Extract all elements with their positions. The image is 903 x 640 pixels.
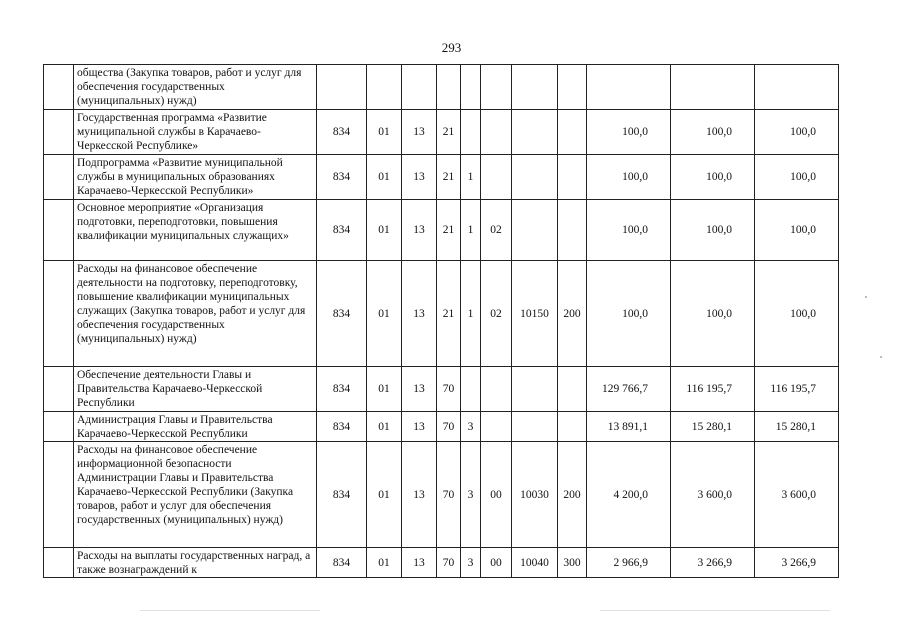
- amount-year-2-cell: 100,0: [671, 155, 755, 200]
- section-cell: 01: [367, 442, 402, 548]
- table-row: [44, 367, 839, 412]
- program-cell: 70: [437, 548, 461, 578]
- expense-type-cell: 200: [558, 442, 587, 548]
- expense-type-cell: 300: [558, 548, 587, 578]
- amount-year-3-cell: 100,0: [755, 200, 839, 261]
- section-cell: 01: [367, 200, 402, 261]
- amount-year-2-cell: 3 600,0: [671, 442, 755, 548]
- table-row: [44, 65, 839, 110]
- activity-cell: [481, 110, 512, 155]
- amount-year-1-cell: 13 891,1: [587, 412, 671, 442]
- blank-cell: [44, 155, 74, 200]
- amount-year-2-cell: 100,0: [671, 200, 755, 261]
- scan-artifact: [600, 610, 830, 611]
- program-cell: 21: [437, 200, 461, 261]
- program-cell: 21: [437, 110, 461, 155]
- budget-table: [43, 64, 839, 578]
- item-name-cell: Подпрограмма «Развитие муниципальной службы в муниципальных образованиях Карачаево-Черкесской Республики»: [74, 155, 317, 200]
- scan-artifact: [880, 356, 882, 358]
- activity-cell: [481, 367, 512, 412]
- program-cell: 70: [437, 442, 461, 548]
- scan-artifact: [865, 296, 867, 298]
- section-cell: 01: [367, 367, 402, 412]
- amount-year-3-cell: [755, 65, 839, 110]
- direction-cell: [512, 200, 558, 261]
- ministry-code-cell: [317, 65, 367, 110]
- expense-type-cell: [558, 65, 587, 110]
- table-row: [44, 200, 839, 261]
- program-cell: 70: [437, 367, 461, 412]
- amount-year-2-cell: 100,0: [671, 110, 755, 155]
- subsection-cell: 13: [402, 442, 437, 548]
- subsection-cell: 13: [402, 155, 437, 200]
- direction-cell: 10040: [512, 548, 558, 578]
- activity-cell: 00: [481, 548, 512, 578]
- table-row: [44, 548, 839, 578]
- direction-cell: [512, 155, 558, 200]
- program-cell: 70: [437, 412, 461, 442]
- subprogram-cell: 1: [461, 200, 481, 261]
- item-name-cell: Расходы на финансовое обеспечение информационной безопасности Администрации Главы и Правительства Карачаево-Черкесской Республики (Закупка товаров, работ и услуг для обеспечения государственных (муниципальных) нужд): [74, 442, 317, 548]
- section-cell: 01: [367, 412, 402, 442]
- subprogram-cell: [461, 110, 481, 155]
- item-name-cell: Обеспечение деятельности Главы и Правительства Карачаево-Черкесской Республики: [74, 367, 317, 412]
- amount-year-1-cell: 100,0: [587, 261, 671, 367]
- section-cell: 01: [367, 155, 402, 200]
- section-cell: 01: [367, 261, 402, 367]
- item-name-cell: Основное мероприятие «Организация подготовки, переподготовки, повышения квалификации муниципальных служащих»: [74, 200, 317, 261]
- section-cell: 01: [367, 548, 402, 578]
- ministry-code-cell: 834: [317, 442, 367, 548]
- amount-year-2-cell: 15 280,1: [671, 412, 755, 442]
- program-cell: [437, 65, 461, 110]
- amount-year-3-cell: 3 600,0: [755, 442, 839, 548]
- table-body: [44, 65, 839, 578]
- blank-cell: [44, 412, 74, 442]
- amount-year-2-cell: 100,0: [671, 261, 755, 367]
- subsection-cell: 13: [402, 110, 437, 155]
- direction-cell: [512, 412, 558, 442]
- amount-year-3-cell: 15 280,1: [755, 412, 839, 442]
- subsection-cell: 13: [402, 367, 437, 412]
- table-row: [44, 261, 839, 367]
- blank-cell: [44, 110, 74, 155]
- subprogram-cell: 3: [461, 412, 481, 442]
- table-row: [44, 412, 839, 442]
- amount-year-1-cell: 100,0: [587, 110, 671, 155]
- ministry-code-cell: 834: [317, 548, 367, 578]
- ministry-code-cell: 834: [317, 155, 367, 200]
- amount-year-3-cell: 100,0: [755, 155, 839, 200]
- amount-year-1-cell: 2 966,9: [587, 548, 671, 578]
- subprogram-cell: 1: [461, 261, 481, 367]
- program-cell: 21: [437, 261, 461, 367]
- subprogram-cell: 3: [461, 442, 481, 548]
- item-name-cell: Государственная программа «Развитие муниципальной службы в Карачаево-Черкесской Республике»: [74, 110, 317, 155]
- amount-year-2-cell: 116 195,7: [671, 367, 755, 412]
- item-name-cell: Администрация Главы и Правительства Карачаево-Черкесской Республики: [74, 412, 317, 442]
- amount-year-3-cell: 100,0: [755, 261, 839, 367]
- expense-type-cell: [558, 412, 587, 442]
- program-cell: 21: [437, 155, 461, 200]
- amount-year-3-cell: 116 195,7: [755, 367, 839, 412]
- blank-cell: [44, 261, 74, 367]
- amount-year-1-cell: 100,0: [587, 200, 671, 261]
- table-row: [44, 155, 839, 200]
- item-name-cell: Расходы на выплаты государственных наград, а также вознаграждений к: [74, 548, 317, 578]
- blank-cell: [44, 548, 74, 578]
- blank-cell: [44, 200, 74, 261]
- activity-cell: 02: [481, 261, 512, 367]
- subsection-cell: 13: [402, 200, 437, 261]
- table-row: [44, 110, 839, 155]
- amount-year-3-cell: 3 266,9: [755, 548, 839, 578]
- activity-cell: [481, 155, 512, 200]
- activity-cell: [481, 65, 512, 110]
- subprogram-cell: [461, 367, 481, 412]
- section-cell: [367, 65, 402, 110]
- expense-type-cell: [558, 367, 587, 412]
- direction-cell: [512, 367, 558, 412]
- table-row: [44, 442, 839, 548]
- subsection-cell: 13: [402, 261, 437, 367]
- item-name-cell: Расходы на финансовое обеспечение деятельности на подготовку, переподготовку, повышение квалификации муниципальных служащих (Закупка товаров, работ и услуг для обеспечения государственных (муниципальных) нужд): [74, 261, 317, 367]
- item-name-cell: общества (Закупка товаров, работ и услуг для обеспечения государственных (муниципальных) нужд): [74, 65, 317, 110]
- amount-year-3-cell: 100,0: [755, 110, 839, 155]
- amount-year-2-cell: [671, 65, 755, 110]
- direction-cell: 10150: [512, 261, 558, 367]
- amount-year-1-cell: 4 200,0: [587, 442, 671, 548]
- ministry-code-cell: 834: [317, 200, 367, 261]
- section-cell: 01: [367, 110, 402, 155]
- ministry-code-cell: 834: [317, 367, 367, 412]
- subsection-cell: [402, 65, 437, 110]
- expense-type-cell: [558, 110, 587, 155]
- subprogram-cell: 1: [461, 155, 481, 200]
- scan-artifact: [140, 610, 320, 611]
- amount-year-1-cell: 100,0: [587, 155, 671, 200]
- expense-type-cell: [558, 155, 587, 200]
- amount-year-1-cell: [587, 65, 671, 110]
- amount-year-1-cell: 129 766,7: [587, 367, 671, 412]
- blank-cell: [44, 442, 74, 548]
- subsection-cell: 13: [402, 548, 437, 578]
- subprogram-cell: 3: [461, 548, 481, 578]
- activity-cell: 00: [481, 442, 512, 548]
- activity-cell: [481, 412, 512, 442]
- page-number: 293: [441, 40, 462, 55]
- activity-cell: 02: [481, 200, 512, 261]
- direction-cell: 10030: [512, 442, 558, 548]
- ministry-code-cell: 834: [317, 110, 367, 155]
- expense-type-cell: [558, 200, 587, 261]
- ministry-code-cell: 834: [317, 261, 367, 367]
- subsection-cell: 13: [402, 412, 437, 442]
- subprogram-cell: [461, 65, 481, 110]
- amount-year-2-cell: 3 266,9: [671, 548, 755, 578]
- blank-cell: [44, 367, 74, 412]
- blank-cell: [44, 65, 74, 110]
- expense-type-cell: 200: [558, 261, 587, 367]
- direction-cell: [512, 65, 558, 110]
- direction-cell: [512, 110, 558, 155]
- ministry-code-cell: 834: [317, 412, 367, 442]
